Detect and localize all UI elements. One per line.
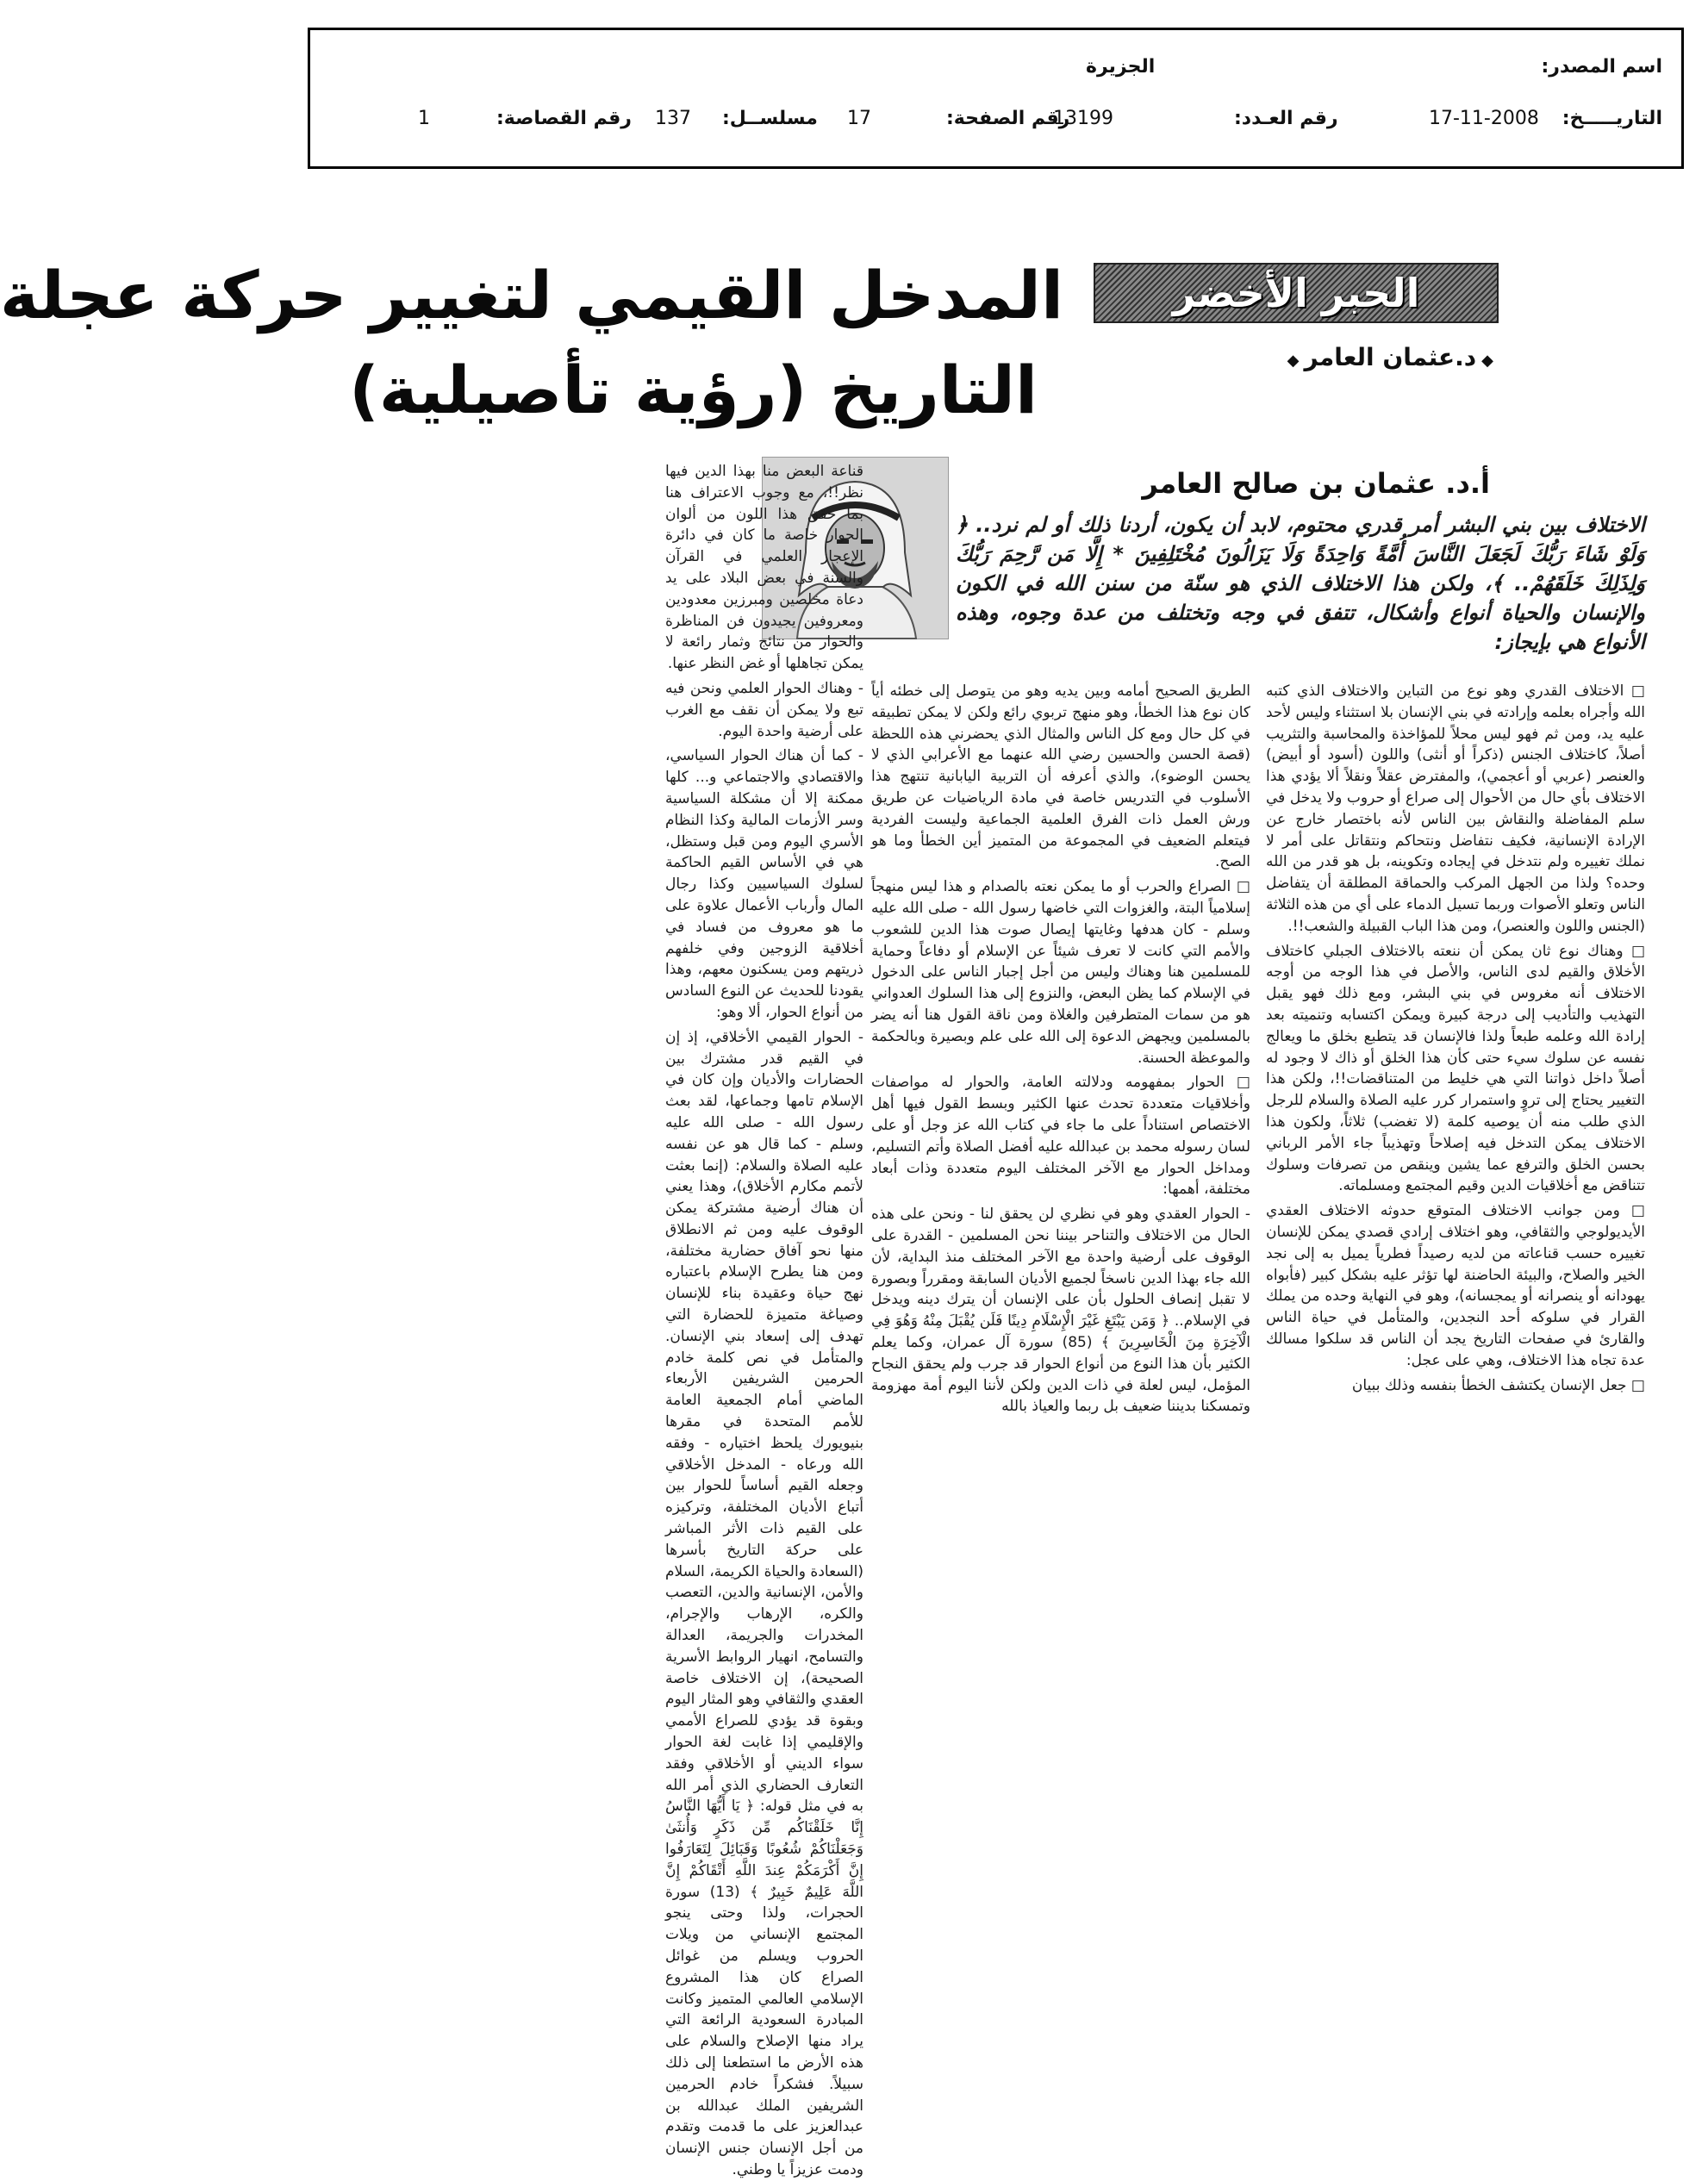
article-intro: الاختلاف بين بني البشر أمر قدري محتوم، لابد أن يكون، أردنا ذلك أو لم نرد.. ﴿ وَلَوْ شَاءَ رَبُّكَ لَجَعَلَ النَّاسَ أُمَّةً وَاحِدَةً وَلَا يَزَالُونَ مُخْتَلِفِينَ * إِلَّا مَن رَّحِمَ رَبُّكَ وَلِذَلِكَ خَلَقَهُمْ.. ﴾، ولكن هذا الاختلاف الذي هو سنّة من سنن الله في الكون والإنسان والحياة أنواع وأشكال، تتفق في وجه وتختلف من عدة وجوه، وهذه الأنواع هي بإيجاز: bbox=[956, 513, 1645, 654]
paragraph: □ الحوار بمفهومه ودلالته العامة، والحوار له مواصفات وأخلاقيات متعددة تحدث عنها الكثير وبسط القول فيها أهل الاختصاص استناداً على ما جاء في كتاب الله عز وجل أو على لسان رسوله محمد بن عبدالله عليه أفضل الصلاة وأتم التسليم، ومداخل الحوار مع الآخر المختلف اليوم متعددة وذات أبعاد مختلفة، أهمها: bbox=[871, 1074, 1250, 1199]
issue-label: رقم العـدد: bbox=[1234, 108, 1338, 129]
byline-small-text: د.عثمان العامر bbox=[1304, 343, 1477, 371]
byline-main: أ.د. عثمان بن صالح العامر bbox=[1142, 467, 1490, 500]
paragraph: قناعة البعض منا بهذا الدين فيها نظر!!، مع وجوب الاعتراف هنا بما حقق هذا اللون من ألوان الحوار خاصة ما كان في دائرة الإعجاز العلمي في القرآن والسنة في بعض البلاد على يد دعاة مخلصين ومبرزين معدودين ومعروفين يجيدون فن المناظرة والحوار من نتائج وثمار رائعة لا يمكن تجاهلها أو غض النظر عنها. bbox=[665, 463, 863, 673]
article-column-1 bbox=[1266, 681, 1645, 1844]
paragraph: الطريق الصحيح أمامه وبين يديه وهو من يتوصل إلى خطئه أياً كان نوع هذا الخطأ، وهو منهج تربوي رائع ولكن لا يمكن تطبيقه في كل حال ومع كل الناس والمثال الذي يحضرني هذه اللحظة (قصة الحسن والحسين رضي الله عنهما مع الأعرابي الذي لا يحسن الوضوء)، والذي أعرفه أن التربية اليابانية تنتهج هذا الأسلوب في التدريس خاصة في مادة الرياضيات عن طريق ورش العمل ذات الفرق العلمية الجماعية وليست الفردية فيتعلم الضعيف في المجموعة من المتميز أين الخطأ وما هو الصح. bbox=[871, 682, 1250, 871]
paragraph: - وهناك الحوار العلمي ونحن فيه تبع ولا يمكن أن نقف مع الغرب على أرضية واحدة اليوم. bbox=[665, 679, 863, 740]
paragraph: □ ومن جوانب الاختلاف المتوقع حدوثه الاختلاف العقدي الأيديولوجي والثقافي، وهو اختلاف إرادي قصدي يمكن للإنسان تغييره حسب قناعاته من لديه رصيداً فطرياً يميل به إلى نجد الخير والصلاح، والبيئة الحاضنة لها تؤثر عليه بشكل كبير (فأبواه يهودانه أو ينصرانه أو يمجسانه)، وهو في النهاية وحده من يملك القرار في سلوكه أحد النجدين، والمتأمل في حياة الناس والقارئ في صفحات التاريخ يجد أن الناس قد سلكوا مسالك عدة تجاه هذا الاختلاف، وهي على عجل: bbox=[1266, 1202, 1645, 1369]
diamond-icon: ◆ bbox=[1287, 352, 1300, 370]
clip-value: 1 bbox=[418, 108, 430, 129]
issue-value: 13199 bbox=[1053, 108, 1113, 129]
paragraph: - الحوار القيمي الأخلاقي، إذ إن في القيم قدر مشترك بين الحضارات والأديان وإن كان في الإسلام تامها وجماعها، لقد بعث رسول الله - صلى الله عليه وسلم - كما قال هو عن نفسه عليه الصلاة والسلام: (إنما بعثت لأتمم مكارم الأخلاق)، وهذا يعني أن هناك أرضية مشتركة يمكن الوقوف عليه ومن ثم الانطلاق منها نحو آفاق حضارية مختلفة، ومن هنا يطرح الإسلام باعتباره نهج حياة وعقيدة بناء للإنسان وصياغة متميزة للحضارة التي تهدف إلى إسعاد بني الإنسان. والمتأمل في نص كلمة خادم الحرمين الشريفين الأربعاء الماضي أمام الجمعية العامة للأمم المتحدة في مقرها بنيويورك يلحظ اختياره - وفقه الله ورعاه - المدخل الأخلاقي وجعله القيم أساساً للحوار بين أتباع الأديان المختلفة، وتركيزه على القيم ذات الأثر المباشر على حركة التاريخ بأسرها (السعادة والحياة الكريمة، السلام والأمن، الإنسانية والدين، التعصب والكره، الإرهاب والإجرام، المخدرات والجريمة، العدالة والتسامح، انهيار الروابط الأسرية الصحيحة)، إن الاختلاف خاصة العقدي والثقافي وهو المثار اليوم وبقوة قد يؤدي للصراع الأممي والإقليمي إذا غابت لغة الحوار سواء الديني أو الأخلاقي وفقد التعارف الحضاري الذي أمر الله به في مثل قوله: ﴿ يَا أَيُّهَا النَّاسُ إِنَّا خَلَقْنَاكُم مِّن ذَكَرٍ وَأُنثَىٰ وَجَعَلْنَاكُمْ شُعُوبًا وَقَبَائِلَ لِتَعَارَفُوا إِنَّ أَكْرَمَكُمْ عِندَ اللَّهِ أَتْقَاكُمْ إِنَّ اللَّهَ عَلِيمٌ خَبِيرٌ ﴾ (13) سورة الحجرات، ولذا وحتى ينجو المجتمع الإنساني من ويلات الحروب ويسلم من غوائل الصراع كان هذا المشروع الإسلامي العالمي المتميز وكانت المبادرة السعودية الرائعة التي يراد منها الإصلاح والسلام على هذه الأرض ما استطعنا إلى ذلك سبيلاً. فشكراً خادم الحرمين الشريفين الملك عبدالله بن عبدالعزيز على ما قدمت وتقدم من أجل الإنسان جنس الإنسان ودمت عزيزاً يا وطني. bbox=[665, 1028, 863, 2178]
paragraph: □ جعل الإنسان يكتشف الخطأ بنفسه وذلك ببيان bbox=[1351, 1376, 1645, 1394]
source-label: اسم المصدر: bbox=[1541, 56, 1662, 78]
article-column-2 bbox=[871, 681, 1250, 1801]
column-banner bbox=[1094, 263, 1499, 323]
column-banner-text: الحبر الأخضر bbox=[1172, 270, 1420, 316]
page-value: 17 bbox=[847, 108, 871, 129]
serial-label: مسلســل: bbox=[722, 108, 818, 129]
headline-line-1: المدخل القيمي لتغيير حركة عجلة bbox=[0, 257, 1063, 333]
page-label: رقم الصفحة: bbox=[946, 108, 1070, 129]
date-value: 17-11-2008 bbox=[1429, 108, 1539, 129]
headline-line-2: التاريخ (رؤية تأصيلية) bbox=[349, 352, 1038, 428]
byline-small bbox=[1111, 343, 1499, 371]
clip-label: رقم القصاصة: bbox=[496, 108, 632, 129]
serial-value: 137 bbox=[655, 108, 691, 129]
clipping-header-box bbox=[308, 28, 1684, 169]
date-label: التاريـــــخ: bbox=[1562, 108, 1662, 129]
paragraph: □ الاختلاف القدري وهو نوع من التباين والاختلاف الذي كتبه الله وأجراه بعلمه وإرادته في بني الإنسان بلا استثناء وليس لأحد عليه يد، ومن ثم فهو ليس محلاً للمؤاخذة والمحاسبة والتثريب أصلاً، كاختلاف الجنس (ذكراً أو أنثى) واللون (أسود أو أبيض) والعنصر (عربي أو أعجمي)، والمفترض عقلاً ونقلاً ألا يؤدي هذا الاختلاف بأي حال من الأحوال إلى صراع أو حروب ولا يدخل في سلم المفاضلة والنقاش بين الناس لأنه باختصار خارج عن الإرادة الإنسانية، فكيف نتفاضل ونتحاكم ونتقاتل على أمر لا نملك تغييره ولم نتدخل في إيجاده وتكوينه، بل هو قدر من الله وحده؟ ولذا من الجهل المركب والحماقة المطلقة أن يتفاضل الناس وتعلو الأصوات وربما تسيل الدماء على أي من هذه الثلاثة (الجنس واللون والعنصر)، ومن هذا الباب القبيلة والشعب!!. bbox=[1266, 682, 1645, 935]
paragraph: - الحوار العقدي وهو في نظري لن يحقق لنا - ونحن على هذه الحال من الاختلاف والتناحر بيننا نحن المسلمين - القدرة على الوقوف على أرضية واحدة مع الآخر المختلف منذ البداية، لأن الله جاء بهذا الدين ناسخاً لجميع الأديان السابقة ومقرراً وبصورة لا تقبل إنصاف الحلول بأن على الإنسان أن يترك دينه ويدخل في الإسلام.. ﴿ وَمَن يَبْتَغِ غَيْرَ الْإِسْلَامِ دِينًا فَلَن يُقْبَلَ مِنْهُ وَهُوَ فِي الْآخِرَةِ مِنَ الْخَاسِرِينَ ﴾ (85) سورة آل عمران، وكما يعلم الكثير بأن هذا النوع من أنواع الحوار قد جرب ولم يحقق النجاح المؤمل، ليس لعلة في ذات الدين ولكن لأننا اليوم أمة مهزومة وتمسكنا بديننا ضعيف بل ربما والعياذ بالله bbox=[871, 1206, 1250, 1416]
paragraph: □ وهناك نوع ثان يمكن أن ننعته بالاختلاف الجبلي كاختلاف الأخلاق والقيم لدى الناس، والأصل في هذا الوجه من أوجه الاختلاف أنه مغروس في بني البشر، ومع ذلك فهو يقبل التهذيب والتأديب إلى درجة كبيرة ويمكن اكتسابه وتنميته بعد إرادة الله وعلمه طبعاً ولذا فالإنسان قد يتطبع بخلق ما ويعالج نفسه عن سلوك سيء حتى كأن هذا الخلق أو ذاك لا وجود له أصلاً داخل ذواتنا التي هي خليط من المتناقضات!!، ولكن هذا التغيير يحتاج إلى تروٍ واستمرار كرر عليه الصلاة والسلام للرجل الذي طلب منه أن يوصيه كلمة (لا تغضب) ثلاثاً، ولكون هذا الاختلاف يمكن التدخل فيه إصلاحاً وتهذيباً جاء الأمر الرباني بحسن الخلق والترفع عما يشين وينقص من تصرفات وسلوك تتناقض مع أخلاقيات الدين وقيم المجتمع ومسلماته. bbox=[1266, 942, 1645, 1195]
article-column-3 bbox=[665, 461, 863, 2178]
source-value: الجزيرة bbox=[1086, 56, 1156, 78]
paragraph: - كما أن هناك الحوار السياسي، والاقتصادي والاجتماعي و... كلها ممكنة إلا أن مشكلة السياسية وسر الأزمات المالية وكذا النظام الأسري اليوم ومن قبل وستظل، هي في الأساس القيم الحاكمة لسلوك السياسيين وكذا رجال المال وأرباب الأعمال علاوة على ما هو معروف من فساد في أخلاقية الزوجين وفي خلفهم ذريتهم ومن يسكنون معهم، وهذا يقودنا للحديث عن النوع السادس من أنواع الحوار، ألا وهو: bbox=[665, 747, 863, 1021]
diamond-icon: ◆ bbox=[1481, 352, 1493, 370]
paragraph: □ الصراع والحرب أو ما يمكن نعته بالصدام و هذا ليس منهجاً إسلامياً البتة، والغزوات التي خاضها رسول الله - صلى الله عليه وسلم - كان هدفها وغايتها إيصال صوت هذا الدين للشعوب والأمم التي كانت لا تعرف شيئاً عن الإسلام أو دفاعاً وحماية للمسلمين هنا وهناك وليس من أجل إجبار الناس على الدخول في الإسلام كما يظن البعض، والنزوع إلى هذا السلوك العدواني هو من سمات المتطرفين والغلاة ومن ناقة القول هنا أنه يضر بالمسلمين ويجهض الدعوة إلى الله على علم وبصيرة وبالحكمة والموعظة الحسنة. bbox=[871, 878, 1250, 1067]
